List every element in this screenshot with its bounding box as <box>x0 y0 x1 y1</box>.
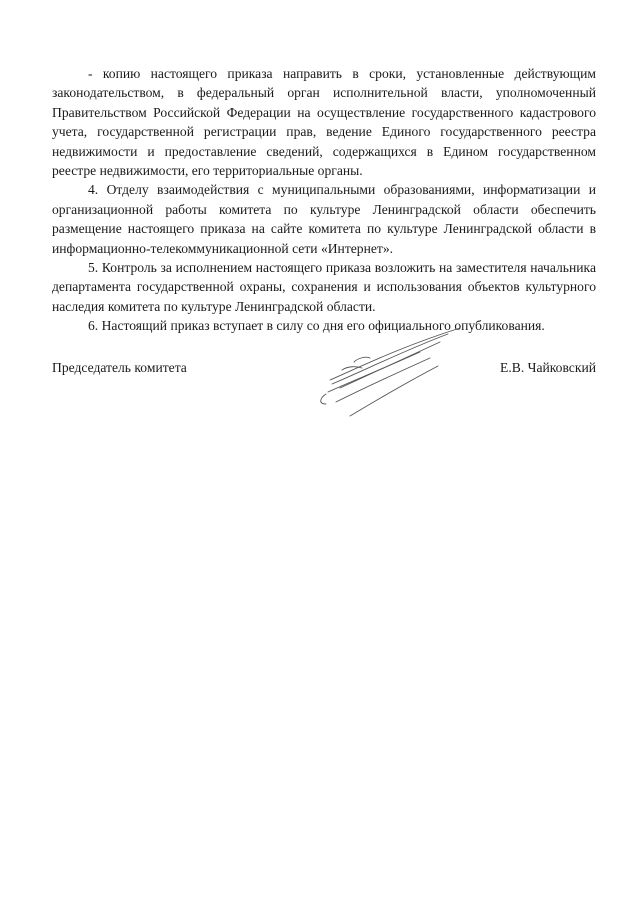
document-body <box>52 64 596 336</box>
paragraph-item-4: 4. Отделу взаимодействия с муниципальными образованиями, информатизации и организационной работы комитета по культуре Ленинградской области обеспечить размещение настоящего приказа на сайте комитета по культуре Ленинградской области в информационно-телекоммуникационной сети «Интернет». <box>52 182 596 256</box>
paragraph-item-6: 6. Настоящий приказ вступает в силу со дня его официального опубликования. <box>88 318 545 334</box>
paragraph-copy-distribution: - копию настоящего приказа направить в сроки, установленные действующим законодательством, в федеральный орган исполнительной власти, уполномоченный Правительством Российской Федерации на осуществление государственного кадастрового учета, государственной регистрации прав, ведение Единого государственного реестра недвижимости и предоставление сведений, содержащихся в Едином государственном реестре недвижимости, его территориальные органы. <box>52 66 596 179</box>
handwritten-signature <box>270 322 470 422</box>
signature-block <box>52 358 596 438</box>
paragraph-item-5: 5. Контроль за исполнением настоящего приказа возложить на заместителя начальника департамента государственной охраны, сохранения и использования объектов культурного наследия комитета по культуре Ленинградской области. <box>52 260 596 314</box>
signatory-position: Председатель комитета <box>52 360 187 375</box>
signatory-name: Е.В. Чайковский <box>500 360 596 375</box>
